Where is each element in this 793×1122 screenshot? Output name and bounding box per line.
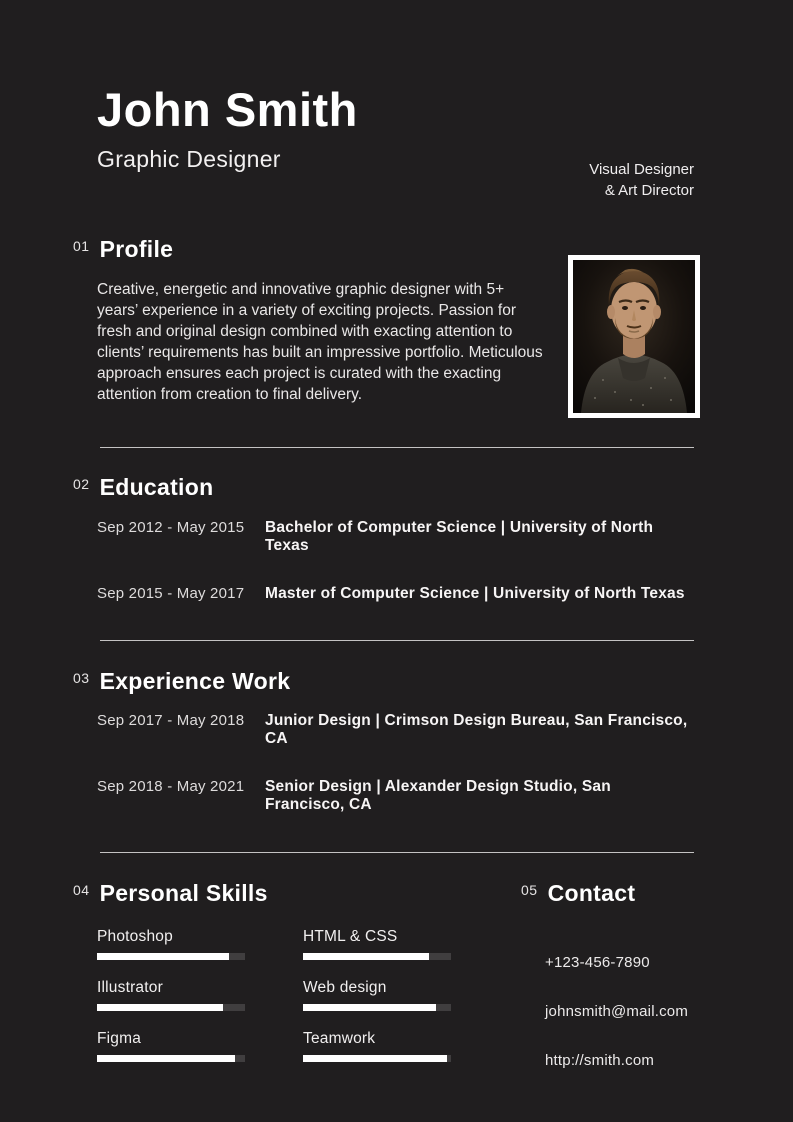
skill-label: Teamwork	[303, 1030, 376, 1048]
person-name: John Smith	[97, 83, 358, 136]
education-description: Master of Computer Science | University of North Texas	[265, 584, 685, 602]
divider	[100, 852, 694, 853]
contact-items	[545, 954, 694, 1070]
education-section-number: 02	[73, 476, 90, 493]
profile-section-title: Profile	[99, 235, 174, 262]
skill-bar-track	[303, 1004, 451, 1011]
skills-section-title: Personal Skills	[99, 880, 268, 907]
skill-bar-track	[97, 1004, 245, 1011]
experience-section-number: 03	[73, 669, 90, 686]
skill-item	[97, 928, 245, 960]
education-entry	[97, 519, 694, 555]
skill-item	[303, 928, 451, 960]
header-tagline	[589, 159, 694, 201]
experience-period: Sep 2017 - May 2018	[97, 712, 245, 730]
skill-bar-fill	[303, 953, 429, 960]
tagline-line-1: Visual Designer	[589, 160, 694, 178]
education-period: Sep 2015 - May 2017	[97, 584, 245, 602]
skill-bar-track	[303, 1055, 451, 1062]
experience-section	[73, 667, 694, 815]
profile-text: Creative, energetic and innovative graphic designer with 5+ years’ experience in a variety of exciting projects. Passion for fresh and original design combined with exacting attention to clients’ requirements has built an impressive portfolio. Meticulous approach ensures each project is curated with the exacting attention from creation to final delivery.	[97, 281, 543, 404]
skill-item	[303, 1030, 451, 1062]
portrait-photo-image	[573, 260, 695, 413]
bottom-row	[73, 880, 694, 1070]
skills-section	[73, 880, 451, 1070]
skill-item	[97, 979, 245, 1011]
experience-section-head	[73, 668, 694, 696]
skill-bar-track	[303, 953, 451, 960]
contact-section-head	[521, 880, 694, 908]
header	[97, 83, 694, 199]
contact-website[interactable]: http://smith.com	[545, 1052, 655, 1070]
experience-period: Sep 2018 - May 2021	[97, 778, 245, 796]
skill-bar-fill	[303, 1004, 436, 1011]
skill-bar-fill	[97, 1004, 223, 1011]
education-description: Bachelor of Computer Science | University of North Texas	[265, 518, 654, 554]
experience-entry	[97, 778, 694, 814]
tagline-line-2: & Art Director	[604, 181, 694, 199]
skill-label: Web design	[303, 979, 387, 997]
skill-item	[97, 1030, 245, 1062]
skills-section-head	[73, 880, 451, 908]
profile-section-number: 01	[73, 237, 90, 254]
contact-section-number: 05	[521, 882, 538, 899]
skill-label: Figma	[97, 1030, 142, 1048]
portrait-photo	[568, 255, 700, 418]
experience-section-title: Experience Work	[99, 667, 291, 694]
experience-description: Senior Design | Alexander Design Studio, San Francisco, CA	[265, 778, 611, 814]
skill-label: HTML & CSS	[303, 928, 398, 946]
contact-email[interactable]: johnsmith@mail.com	[545, 1003, 689, 1021]
contact-section-title: Contact	[547, 880, 636, 907]
education-section-head	[73, 474, 694, 502]
experience-description: Junior Design | Crimson Design Bureau, San Francisco, CA	[265, 712, 688, 748]
education-entry	[97, 585, 694, 603]
divider	[100, 447, 694, 448]
job-title: Graphic Designer	[97, 145, 281, 172]
education-section	[73, 474, 694, 603]
contact-section	[521, 880, 694, 1070]
skill-label: Photoshop	[97, 928, 173, 946]
skill-bar-track	[97, 1055, 245, 1062]
skill-bar-track	[97, 953, 245, 960]
skills-grid	[97, 928, 451, 1062]
skill-bar-fill	[97, 953, 229, 960]
divider	[100, 640, 694, 641]
skills-section-number: 04	[73, 882, 90, 899]
header-left	[97, 84, 358, 173]
skill-item	[303, 979, 451, 1011]
skill-label: Illustrator	[97, 979, 163, 997]
experience-entry	[97, 712, 694, 748]
contact-phone[interactable]: +123-456-7890	[545, 954, 650, 972]
education-section-title: Education	[99, 474, 214, 501]
skill-bar-fill	[303, 1055, 447, 1062]
education-period: Sep 2012 - May 2015	[97, 518, 245, 536]
skill-bar-fill	[97, 1055, 235, 1062]
